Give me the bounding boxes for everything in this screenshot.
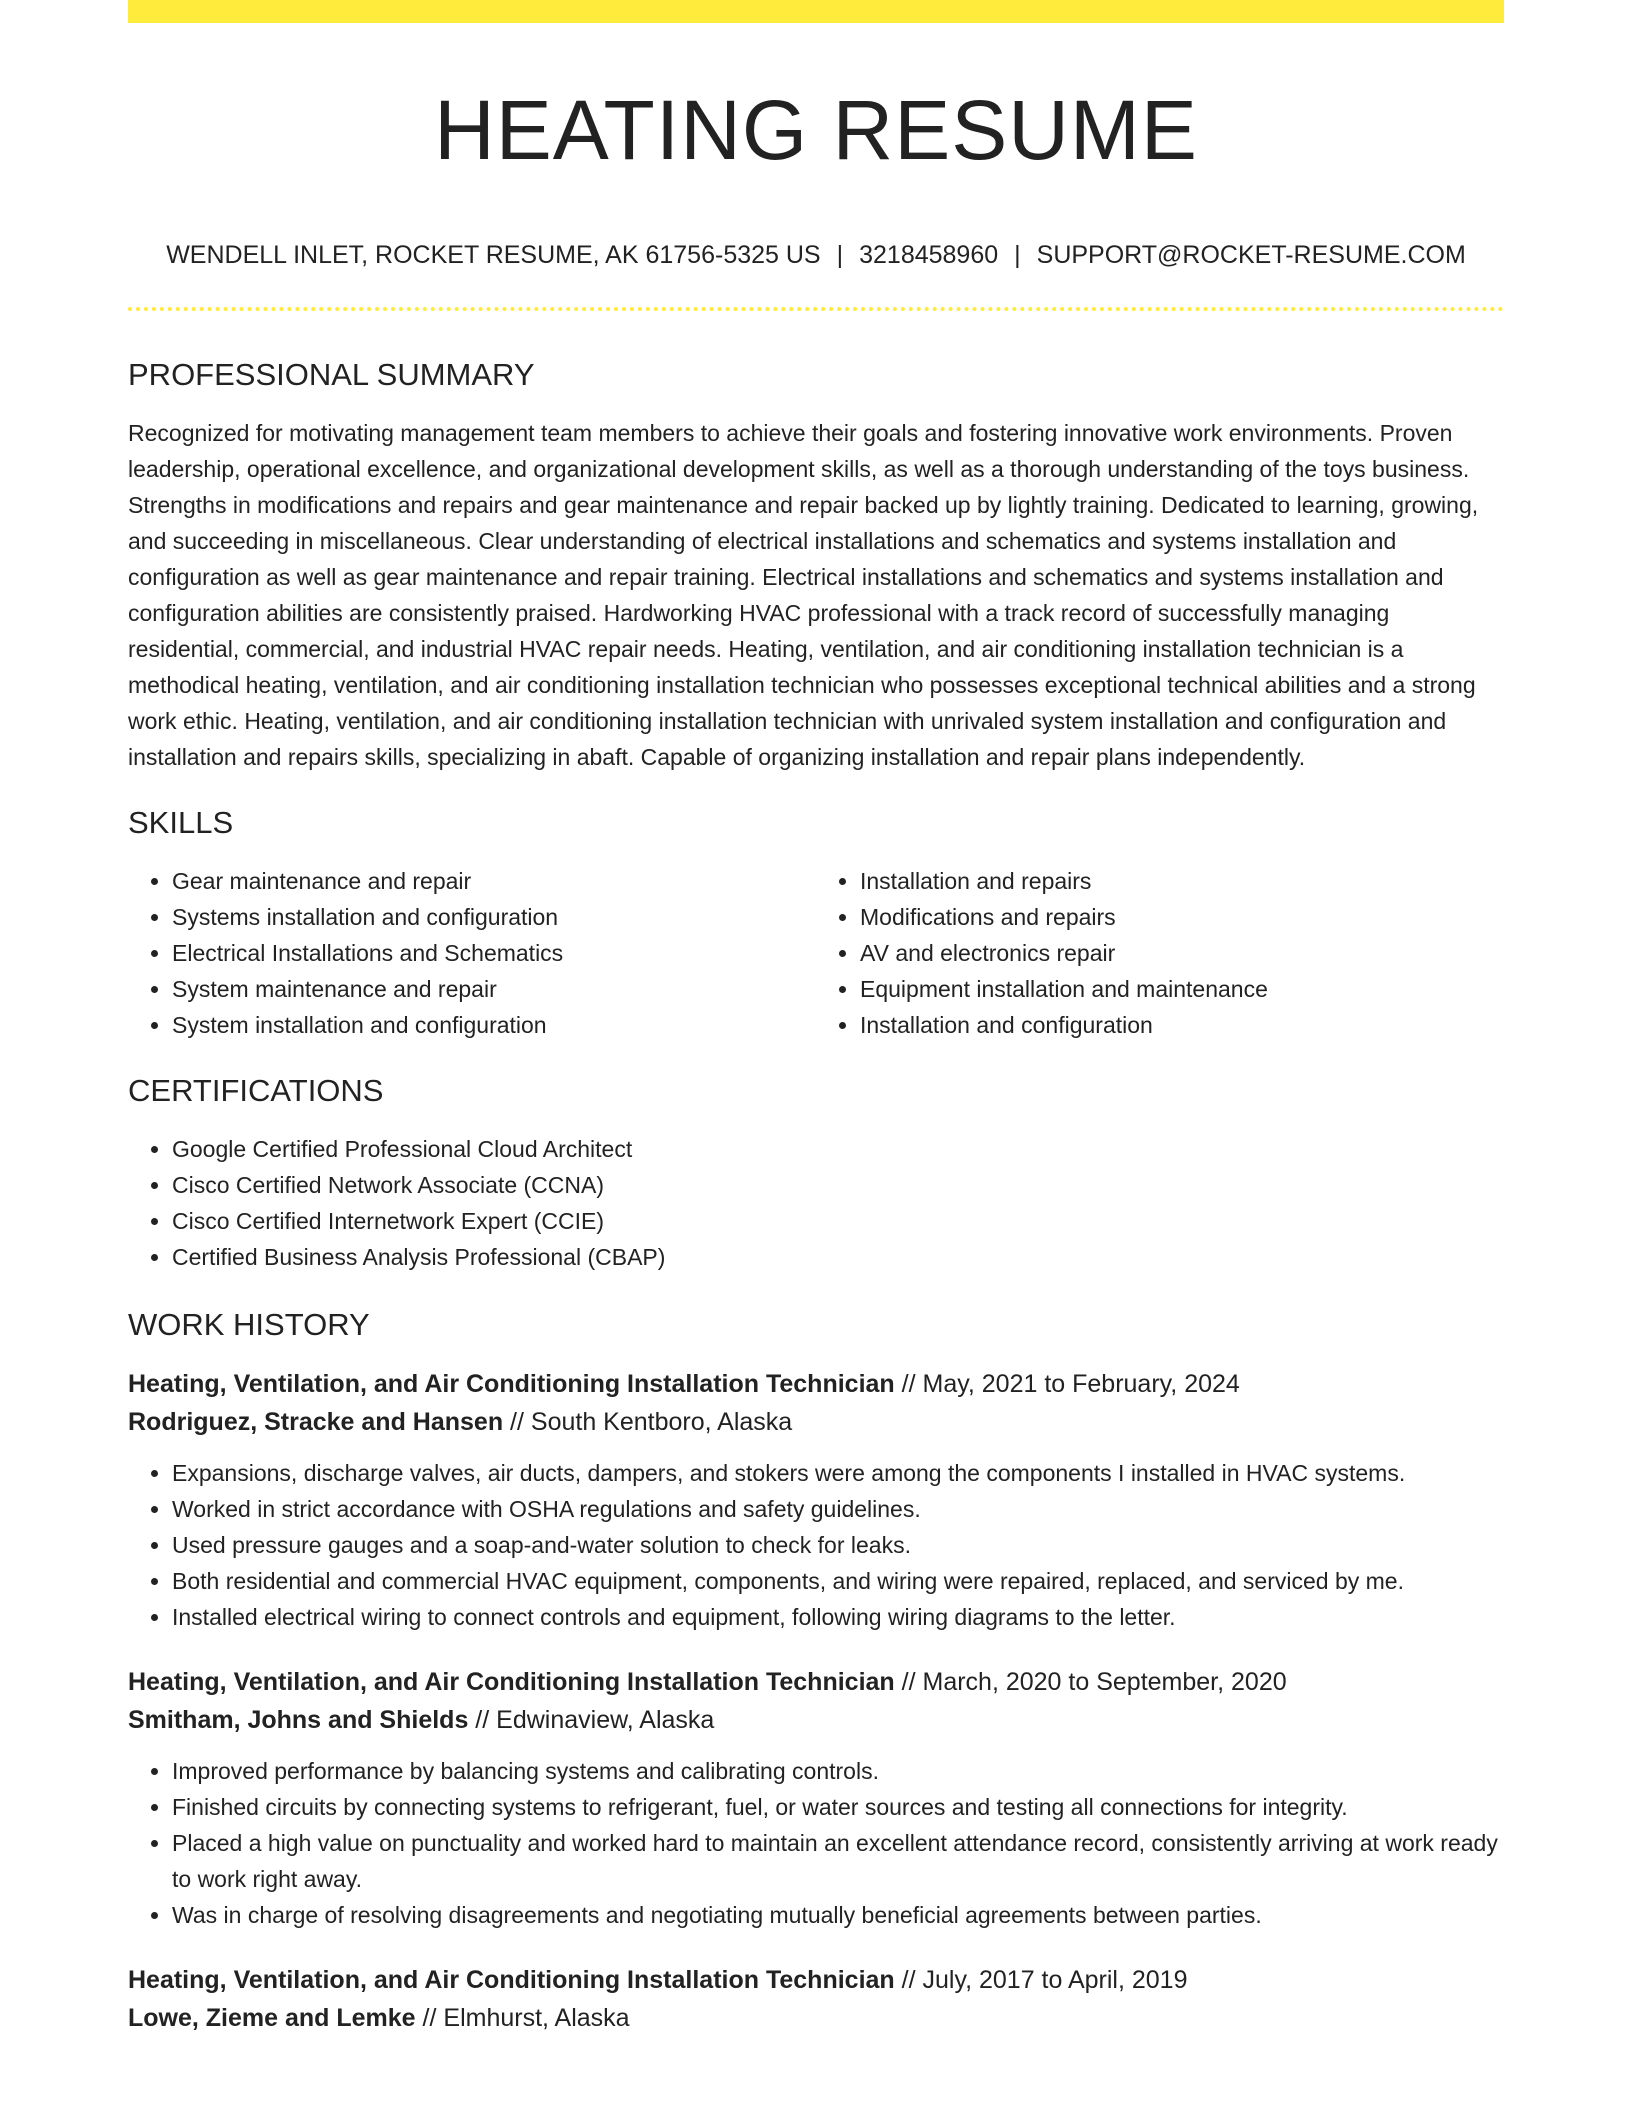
job-separator: // xyxy=(894,1966,923,1994)
resume-title: HEATING RESUME xyxy=(434,83,1198,177)
job-title-line xyxy=(128,1961,1504,1999)
certifications-heading: CERTIFICATIONS xyxy=(128,1073,384,1108)
skill-item: • Installation and repairs xyxy=(860,863,1504,899)
job-company: Rodriguez, Stracke and Hansen xyxy=(128,1408,504,1436)
job-location: Edwinaview, Alaska xyxy=(496,1706,715,1734)
skills-section xyxy=(128,803,1504,1043)
work-history-heading: WORK HISTORY xyxy=(128,1307,370,1342)
job-bullet: • Was in charge of resolving disagreements and negotiating mutually beneficial agreements between parties. xyxy=(172,1897,1504,1933)
skills-columns xyxy=(128,863,1504,1043)
job-company-line xyxy=(128,1403,1504,1441)
job-company: Smitham, Johns and Shields xyxy=(128,1706,469,1734)
job-entry xyxy=(128,1961,1504,2037)
address-text: WENDELL INLET, ROCKET RESUME, AK 61756-5325 US xyxy=(166,241,821,269)
job-dates: July, 2017 to April, 2019 xyxy=(922,1966,1188,1994)
job-entry xyxy=(128,1663,1504,1933)
skills-list-right xyxy=(816,863,1504,1043)
summary-heading: PROFESSIONAL SUMMARY xyxy=(128,357,535,392)
certifications-section xyxy=(128,1071,1504,1275)
summary-section xyxy=(128,355,1504,775)
job-bullet: • Installed electrical wiring to connect controls and equipment, following wiring diagrams to the letter. xyxy=(172,1599,1504,1635)
job-entry xyxy=(128,1365,1504,1635)
skills-heading: SKILLS xyxy=(128,805,234,840)
job-location: South Kentboro, Alaska xyxy=(530,1408,793,1436)
certification-item: • Google Certified Professional Cloud Architect xyxy=(172,1131,1504,1167)
job-title: Heating, Ventilation, and Air Conditioning Installation Technician xyxy=(128,1370,895,1398)
job-company: Lowe, Zieme and Lemke xyxy=(128,2004,416,2032)
job-dates: May, 2021 to February, 2024 xyxy=(922,1370,1240,1398)
job-bullet: • Improved performance by balancing systems and calibrating controls. xyxy=(172,1753,1504,1789)
accent-bar xyxy=(128,0,1504,23)
summary-text: Recognized for motivating management team members to achieve their goals and fostering innovative work environments. Proven leadership, operational excellence, and organizational development skills, as well as a thorough understanding of the toys business. Strengths in modifications and repairs and gear maintenance and repair backed up by lightly training. Dedicated to learning, growing, and succeeding in miscellaneous. Clear understanding of electrical installations and schematics and systems installation and configuration as well as gear maintenance and repair training. Electrical installations and schematics and systems installation and configuration abilities are consistently praised. Hardworking HVAC professional with a track record of successfully managing residential, commercial, and industrial HVAC repair needs. Heating, ventilation, and air conditioning installation technician is a methodical heating, ventilation, and air conditioning installation technician who possesses exceptional technical abilities and a strong work ethic. Heating, ventilation, and air conditioning installation technician with unrivaled system installation and configuration and installation and repairs skills, specializing in abaft. Capable of organizing installation and repair plans independently. xyxy=(128,420,1479,770)
contact-separator: | xyxy=(836,241,844,269)
job-title: Heating, Ventilation, and Air Conditioning Installation Technician xyxy=(128,1668,895,1696)
contact-line xyxy=(128,238,1504,272)
job-title: Heating, Ventilation, and Air Conditioning Installation Technician xyxy=(128,1966,895,1994)
job-separator: // xyxy=(894,1668,923,1696)
job-separator: // xyxy=(468,1706,497,1734)
job-bullets xyxy=(128,1455,1504,1635)
job-company-line xyxy=(128,1999,1504,2037)
certification-item: • Cisco Certified Internetwork Expert (CCIE) xyxy=(172,1203,1504,1239)
phone-text: 3218458960 xyxy=(859,241,999,269)
job-bullet: • Both residential and commercial HVAC equipment, components, and wiring were repaired, replaced, and serviced by me. xyxy=(172,1563,1504,1599)
job-bullet: • Used pressure gauges and a soap-and-water solution to check for leaks. xyxy=(172,1527,1504,1563)
skill-item: • Electrical Installations and Schematics xyxy=(172,935,816,971)
skill-item: • Systems installation and configuration xyxy=(172,899,816,935)
job-company-line xyxy=(128,1701,1504,1739)
job-separator: // xyxy=(503,1408,531,1436)
contact-separator: | xyxy=(1014,241,1021,269)
certification-item: • Cisco Certified Network Associate (CCNA) xyxy=(172,1167,1504,1203)
certifications-list xyxy=(128,1131,1504,1275)
job-bullets xyxy=(128,1753,1504,1933)
header-divider xyxy=(128,307,1504,311)
skill-item: • AV and electronics repair xyxy=(860,935,1504,971)
job-bullet: • Worked in strict accordance with OSHA regulations and safety guidelines. xyxy=(172,1491,1504,1527)
skill-item: • System installation and configuration xyxy=(172,1007,816,1043)
skill-item: • System maintenance and repair xyxy=(172,971,816,1007)
job-location: Elmhurst, Alaska xyxy=(443,2004,630,2032)
job-title-line xyxy=(128,1365,1504,1403)
job-separator: // xyxy=(894,1370,923,1398)
work-history-section xyxy=(128,1305,1504,2037)
job-dates: March, 2020 to September, 2020 xyxy=(922,1668,1287,1696)
skills-list-left xyxy=(128,863,816,1043)
email-link[interactable]: SUPPORT@ROCKET-RESUME.COM xyxy=(1036,241,1466,269)
skill-item: • Modifications and repairs xyxy=(860,899,1504,935)
job-bullet: • Placed a high value on punctuality and worked hard to maintain an excellent attendance record, consistently arriving at work ready to work right away. xyxy=(172,1825,1504,1897)
job-separator: // xyxy=(415,2004,444,2032)
skill-item: • Installation and configuration xyxy=(860,1007,1504,1043)
certification-item: • Certified Business Analysis Professional (CBAP) xyxy=(172,1239,1504,1275)
resume-body xyxy=(128,355,1504,2065)
skill-item: • Equipment installation and maintenance xyxy=(860,971,1504,1007)
job-bullet: • Finished circuits by connecting systems to refrigerant, fuel, or water sources and testing all connections for integrity. xyxy=(172,1789,1504,1825)
job-title-line xyxy=(128,1663,1504,1701)
job-bullet: • Expansions, discharge valves, air ducts, dampers, and stokers were among the components I installed in HVAC systems. xyxy=(172,1455,1504,1491)
skill-item: • Gear maintenance and repair xyxy=(172,863,816,899)
